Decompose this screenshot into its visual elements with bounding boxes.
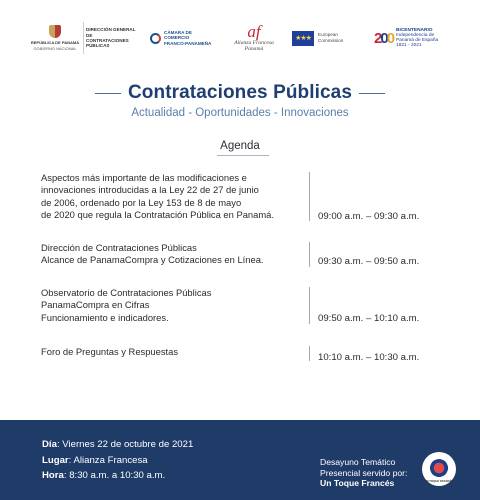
panama-government-logo <box>30 18 80 58</box>
agenda-item <box>41 242 441 267</box>
bicentenario-logo-line1: BICENTENARIO <box>396 27 433 33</box>
european-commission-logo <box>292 18 364 58</box>
bicentenario-logo-line2: Independencia de <box>396 32 435 38</box>
bicentenario-logo <box>374 18 470 58</box>
event-time <box>42 468 193 484</box>
sponsor-logo-strip <box>0 18 480 58</box>
agenda-item-line: Aspectos más importante de las modificaciones e <box>41 172 247 183</box>
catering-info <box>320 457 407 489</box>
agenda-item-divider <box>309 346 310 361</box>
agenda-heading-rule <box>217 155 269 156</box>
bicentenario-mark: 200 <box>374 29 394 47</box>
panama-logo-line1: REPÚBLICA DE PANAMÁ <box>30 40 80 46</box>
event-time-value: : 8:30 a.m. a 10:30 a.m. <box>63 470 166 481</box>
event-date <box>42 437 193 453</box>
agenda-item-line: de 2020 que regula la Contratación Pública en Panamá. <box>41 209 274 221</box>
agenda-item-description <box>41 242 306 267</box>
agenda-item-time: 09:00 a.m. – 09:30 a.m. <box>318 210 420 222</box>
dgcp-logo <box>86 18 138 58</box>
agenda-item-line: de 2006, ordenado por la Ley 153 de 8 de mayo <box>41 196 242 208</box>
dgcp-logo-line1: DIRECCIÓN GENERAL DE <box>86 27 136 38</box>
agenda-heading: Agenda <box>220 140 260 152</box>
camara-logo-line2: COMERCIO <box>164 35 190 41</box>
agenda-item-description <box>41 172 306 222</box>
panama-shield-icon <box>49 25 61 38</box>
event-time-label: Hora <box>42 470 64 481</box>
agenda-item-line: Foro de Preguntas y Respuestas <box>41 346 179 357</box>
agenda-item <box>41 346 441 364</box>
event-date-label: Día <box>42 439 57 450</box>
agenda-item-line: Alcance de PanamaCompra y Cotizaciones en Línea. <box>41 254 264 266</box>
agenda-item-line: Observatorio de Contrataciones Públicas <box>41 287 212 298</box>
event-location-value: : Alianza Francesa <box>68 454 148 466</box>
agenda-item-line: innovaciones introducidas a la Ley 22 de 27 de junio <box>41 184 259 196</box>
catering-name: Un Toque Francés <box>320 478 395 489</box>
camara-logo-line1: CÁMARA DE <box>164 29 192 35</box>
alianza-logo-line1: Alianza Francesa <box>234 40 274 46</box>
event-footer <box>0 420 480 500</box>
panama-logo-line2: GOBIERNO NACIONAL <box>33 45 77 51</box>
camara-mark-icon <box>150 33 161 44</box>
event-location-label: Lugar <box>42 454 69 466</box>
agenda-item <box>41 287 441 324</box>
camara-comercio-logo <box>150 18 220 58</box>
eu-flag-icon: ★★★ <box>292 31 314 46</box>
title-rule-right <box>359 93 385 94</box>
agenda-item-line: Dirección de Contrataciones Públicas <box>41 242 197 253</box>
page-subtitle: Actualidad - Oportunidades - Innovaciones <box>131 107 349 119</box>
event-date-value: : Viernes 22 de octubre de 2021 <box>56 439 194 450</box>
badge-label: UN TOQUE FRANCÉS <box>424 479 454 483</box>
agenda-item-time: 09:50 a.m. – 10:10 a.m. <box>318 313 420 325</box>
bicentenario-logo-line4: 1821 - 2021 <box>396 43 422 49</box>
camara-logo-line3: FRANCO-PANAMEÑA <box>164 40 212 46</box>
dgcp-logo-line2: CONTRATACIONES PÚBLICAS <box>86 38 129 49</box>
eu-logo-line1: European <box>318 32 338 37</box>
agenda-item-time: 09:30 a.m. – 09:50 a.m. <box>318 255 420 267</box>
eu-logo-line2: Commission <box>318 38 344 43</box>
alianza-logo-line2: Panamá <box>244 46 264 52</box>
un-toque-frances-logo <box>422 452 456 486</box>
agenda-item-description <box>41 287 306 324</box>
title-rule-left <box>95 93 121 94</box>
catering-line1: Desayuno Temático <box>320 457 396 467</box>
agenda-item-line: PanamaCompra en Cifras <box>41 299 150 311</box>
rooster-icon <box>429 459 449 479</box>
catering-line2: Presencial servido por: <box>320 467 408 478</box>
agenda-item-divider <box>309 287 310 324</box>
agenda-item <box>41 172 441 222</box>
agenda-item-divider <box>309 172 310 221</box>
agenda-item-time: 10:10 a.m. – 10:30 a.m. <box>318 352 420 364</box>
agenda-item-description <box>41 346 306 358</box>
alianza-mark: af <box>247 22 261 41</box>
alianza-francesa-logo <box>230 18 278 58</box>
bicentenario-logo-line3: Panamá de España <box>396 38 439 43</box>
title-row <box>0 82 480 104</box>
page-title: Contrataciones Públicas <box>127 82 353 103</box>
agenda-item-line: Funcionamiento e indicadores. <box>41 311 169 323</box>
event-details <box>42 437 193 484</box>
logo-divider <box>83 22 84 54</box>
agenda-item-divider <box>309 242 310 267</box>
title-block <box>0 82 480 119</box>
event-location <box>42 453 193 469</box>
